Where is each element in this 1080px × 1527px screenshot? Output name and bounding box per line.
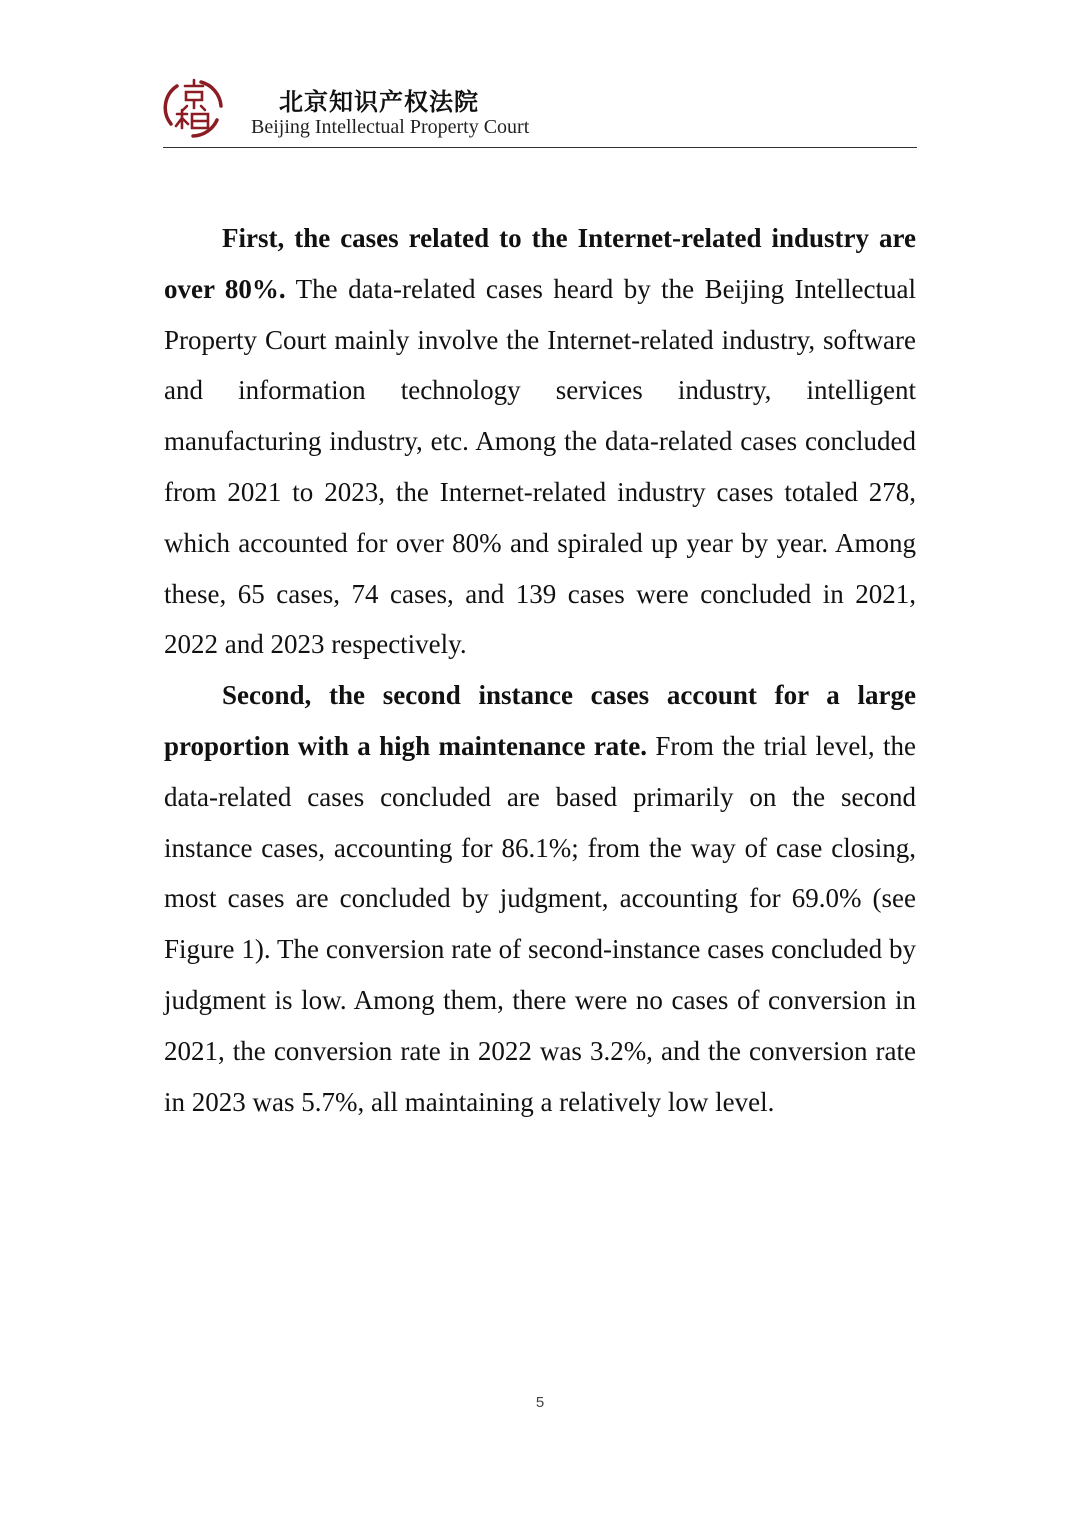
paragraph-text: The data-related cases heard by the Beijing Intellectual Property Court mainly involve the Internet-related industry, software and information technology services industry, intelligent manufacturing industry, etc. Among the data-related cases concluded from 2021 to 2023, the Internet-related industry cases totaled 278, which accounted for over 80% and spiraled up year by year. Among these, 65 cases, 74 cases, and 139 cases were concluded in 2021, 2022 and 2023 respectively.: [164, 273, 916, 660]
document-body: [164, 213, 916, 1127]
paragraph-lead: Second, the second instance cases account for a large proportion with a high maintenance rate.: [164, 680, 916, 761]
header-divider: [163, 147, 917, 148]
paragraph-lead: First, the cases related to the Internet-related industry are over 80%.: [164, 223, 916, 304]
court-name-chinese: 北京知识产权法院: [279, 88, 479, 116]
court-seal-logo: [163, 76, 225, 138]
court-name-english: Beijing Intellectual Property Court: [251, 116, 530, 138]
paragraph-text: From the trial level, the data-related cases concluded are based primarily on the second instance cases, accounting for 86.1%; from the way of case closing, most cases are concluded by judgment, accounting for 69.0% (see Figure 1). The conversion rate of second-instance cases concluded by judgment is low. Among them, there were no cases of conversion in 2021, the conversion rate in 2022 was 3.2%, and the conversion rate in 2023 was 5.7%, all maintaining a relatively low level.: [164, 730, 916, 1117]
paragraph-second-instance: [164, 670, 916, 1127]
page-number: 5: [535, 1394, 545, 1411]
paragraph-internet-industry: [164, 213, 916, 670]
page-header: [163, 74, 917, 150]
